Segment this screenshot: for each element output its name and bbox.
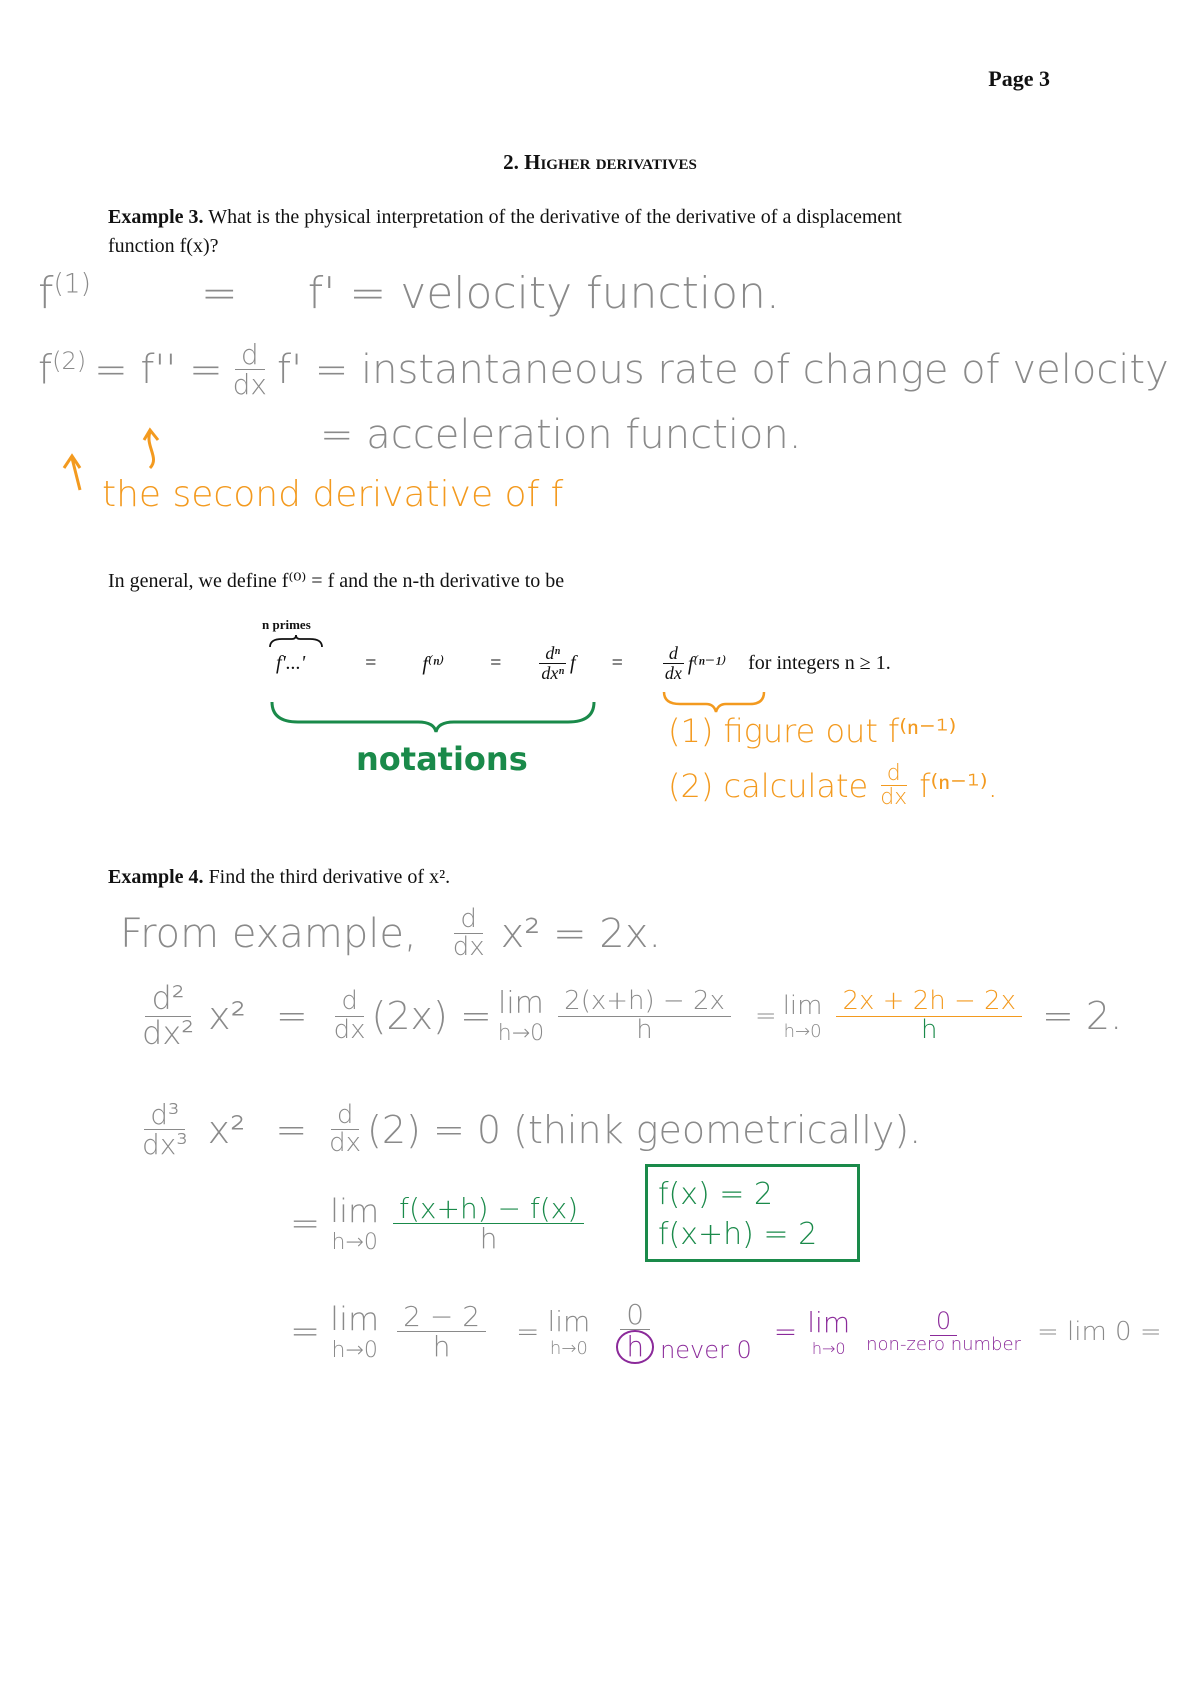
dn-frac: $\frac{\text{dⁿ}}{\text{dxⁿ}}$ [541, 643, 565, 683]
ex4-line-4: = lim h→0 $\frac{f(x+h) - f(x)}{h}$ [290, 1192, 584, 1255]
box-line-1: f(x) = 2 [658, 1177, 774, 1212]
general-text: In general, we define f⁽⁰⁾ = f and the n-th derivative to be [108, 570, 565, 592]
f2-lhs: $f^{(2)}$ [38, 346, 87, 394]
f2-frac: $\frac{d}{dx}$ [232, 338, 267, 402]
box-line-2: f(x+h) = 2 [658, 1217, 818, 1252]
example-3-line2: function f(x)? [108, 235, 219, 257]
note-line-3 [320, 412, 801, 458]
ex4-line-1: From example, $\frac{d}{dx}$ x² = 2x. [120, 904, 662, 963]
eq-3: = [611, 651, 623, 674]
step-1: (1) figure out f⁽ⁿ⁻¹⁾ [668, 712, 957, 750]
eq-1: = [365, 651, 377, 674]
f1-rhs: f' = velocity function. [307, 268, 780, 319]
note-line-2 [38, 340, 1169, 400]
green-box [645, 1164, 860, 1262]
dn-f: f [570, 651, 576, 674]
arrow-left [64, 456, 80, 490]
ex4-line-2: $\frac{\text{d²}}{\text{dx²}}$ x² = $\frac{d}{dx}$ (2x) = lim h→0 $\frac{2(x+h) - 2x}{h}$ = lim h→0 $\frac{2x + 2h - 2x}{h}$ = 2. [142, 979, 1123, 1052]
green-underbrace [268, 700, 598, 734]
note-line-1 [38, 268, 780, 319]
f1-eq: = [200, 268, 238, 319]
example-3-text [108, 203, 1138, 261]
f-n: f⁽ⁿ⁾ [422, 652, 445, 675]
d-f: f⁽ⁿ⁻¹⁾ [687, 652, 727, 675]
f2-mid: = f'' = [94, 346, 223, 393]
notations-label: notations [356, 740, 528, 778]
ex4-line-5: = lim h→0 $\frac{2 - 2}{h}$ = lim h→0 $\frac{0}{h}$ never 0 = lim h→0 $\frac{0}{\text{non-zero number}}$ = lim 0 = [290, 1298, 1162, 1364]
f2-rhs: f' = instantaneous rate of change of velocity [276, 346, 1169, 393]
page-number: Page 3 [988, 66, 1050, 91]
definition-equation [276, 644, 891, 683]
ex4-line-3: $\frac{\text{d³}}{\text{dx³}}$ x² = $\frac{d}{dx}$ (2) = 0 (think geometrically). [142, 1098, 922, 1162]
f1-lhs: $f^{(1)}$ [38, 268, 91, 319]
n-primes-label: n primes [262, 617, 311, 632]
eq-2: = [490, 651, 502, 674]
arrow-right [144, 430, 158, 468]
second-derivative-note: the second derivative of f [102, 474, 564, 515]
d-frac: $\frac{d}{dx}$ [664, 643, 682, 683]
integers-suffix: for integers n ≥ 1. [748, 651, 891, 674]
section-title: 2. Higher derivatives [503, 150, 697, 174]
example-4-question: Find the third derivative of x². [208, 866, 451, 888]
step-2: (2) calculate $\frac{d}{dx}$ f⁽ⁿ⁻¹⁾. [668, 761, 998, 811]
acceleration-text: = acceleration function. [320, 412, 802, 458]
example-3-line1: What is the physical interpretation of the derivative of the derivative of a displacement [208, 206, 902, 228]
example-4-label: Example 4. [108, 866, 204, 888]
f-primes: f'...' [276, 651, 306, 674]
example-4-text [108, 866, 450, 889]
example-3-label: Example 3. [108, 206, 204, 228]
